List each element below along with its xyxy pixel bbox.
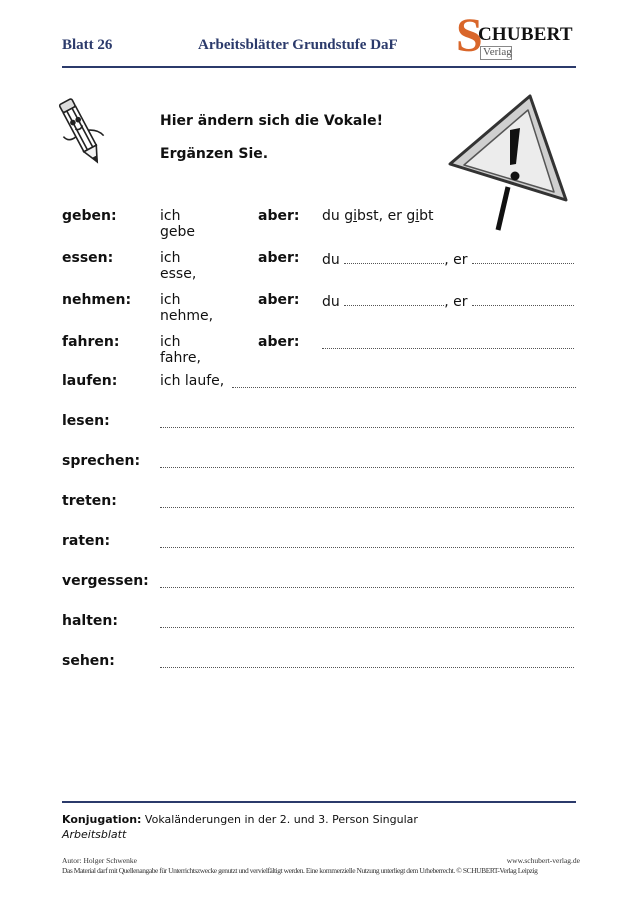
du-blank[interactable] [344, 292, 444, 306]
verb-label: nehmen: [62, 292, 132, 308]
ich-form: ich fahre, [160, 334, 201, 366]
footer-topic [62, 813, 418, 826]
er-blank[interactable] [472, 292, 574, 306]
er-vowel: i [415, 208, 420, 224]
verb-label: fahren: [62, 334, 120, 350]
er-suffix: bt [419, 208, 434, 224]
instruction-task: Ergänzen Sie. [160, 146, 269, 162]
answer-blank[interactable] [160, 493, 574, 508]
logo-letter: S [456, 9, 483, 62]
answer-blank[interactable] [160, 413, 574, 428]
answer-blank[interactable] [160, 613, 574, 628]
pencil-mascot-icon [58, 93, 108, 173]
footer-author: Autor: Holger Schwenke [62, 856, 137, 865]
du-label: du [322, 252, 340, 268]
verb-label: geben: [62, 208, 117, 224]
footer-rule [62, 801, 576, 803]
du-blank[interactable] [344, 250, 444, 264]
du-prefix: du g [322, 208, 354, 224]
topic-label: Konjugation: [62, 813, 142, 826]
topic-text: Vokaländerungen in der 2. und 3. Person Singular [141, 813, 418, 826]
sheet-number: Blatt 26 [62, 37, 113, 53]
aber-label: aber: [258, 334, 300, 350]
verb-label: sprechen: [62, 453, 141, 469]
er-label: , er [444, 294, 468, 310]
footer-url[interactable]: www.schubert-verlag.de [506, 856, 580, 865]
verb-label: essen: [62, 250, 114, 266]
logo-sub: Verlag [483, 46, 512, 58]
example-answer [322, 208, 434, 224]
verb-label: sehen: [62, 653, 115, 669]
footer-type: Arbeitsblatt [62, 828, 127, 841]
verb-label: halten: [62, 613, 118, 629]
header-rule [62, 66, 576, 68]
answer-line [322, 292, 574, 310]
answer-blank[interactable] [160, 453, 574, 468]
aber-label: aber: [258, 292, 300, 308]
verb-label: treten: [62, 493, 117, 509]
instruction-heading: Hier ändern sich die Vokale! [160, 113, 384, 129]
footer-legal: Das Material darf mit Quellenangabe für Unterrichtszwecke genutzt und vervielfältigt werden. Eine kommerzielle Nutzung unterliegt dem Urheberrecht. © SCHUBERT-Verlag Leipzig [62, 866, 538, 875]
er-blank[interactable] [472, 250, 574, 264]
answer-blank[interactable] [160, 653, 574, 668]
answer-blank[interactable] [322, 334, 574, 349]
aber-label: aber: [258, 208, 300, 224]
warning-sign-icon [440, 92, 578, 232]
answer-blank[interactable] [160, 573, 574, 588]
ich-form: ich esse, [160, 250, 197, 282]
verb-label: raten: [62, 533, 111, 549]
answer-line [322, 250, 574, 268]
header-title: Arbeitsblätter Grundstufe DaF [198, 37, 398, 53]
ich-form: ich laufe, [160, 373, 225, 389]
aber-label: aber: [258, 250, 300, 266]
publisher-logo [456, 9, 580, 64]
du-vowel: i [353, 208, 357, 224]
du-suffix: bst, er g [357, 208, 416, 224]
answer-blank[interactable] [160, 533, 574, 548]
verb-label: lesen: [62, 413, 110, 429]
verb-label: laufen: [62, 373, 118, 389]
du-label: du [322, 294, 340, 310]
er-label: , er [444, 252, 468, 268]
ich-form: ich nehme, [160, 292, 214, 324]
logo-word: CHUBERT [478, 24, 573, 45]
verb-label: vergessen: [62, 573, 149, 589]
ich-form: ich gebe [160, 208, 195, 240]
answer-blank[interactable] [232, 373, 576, 388]
